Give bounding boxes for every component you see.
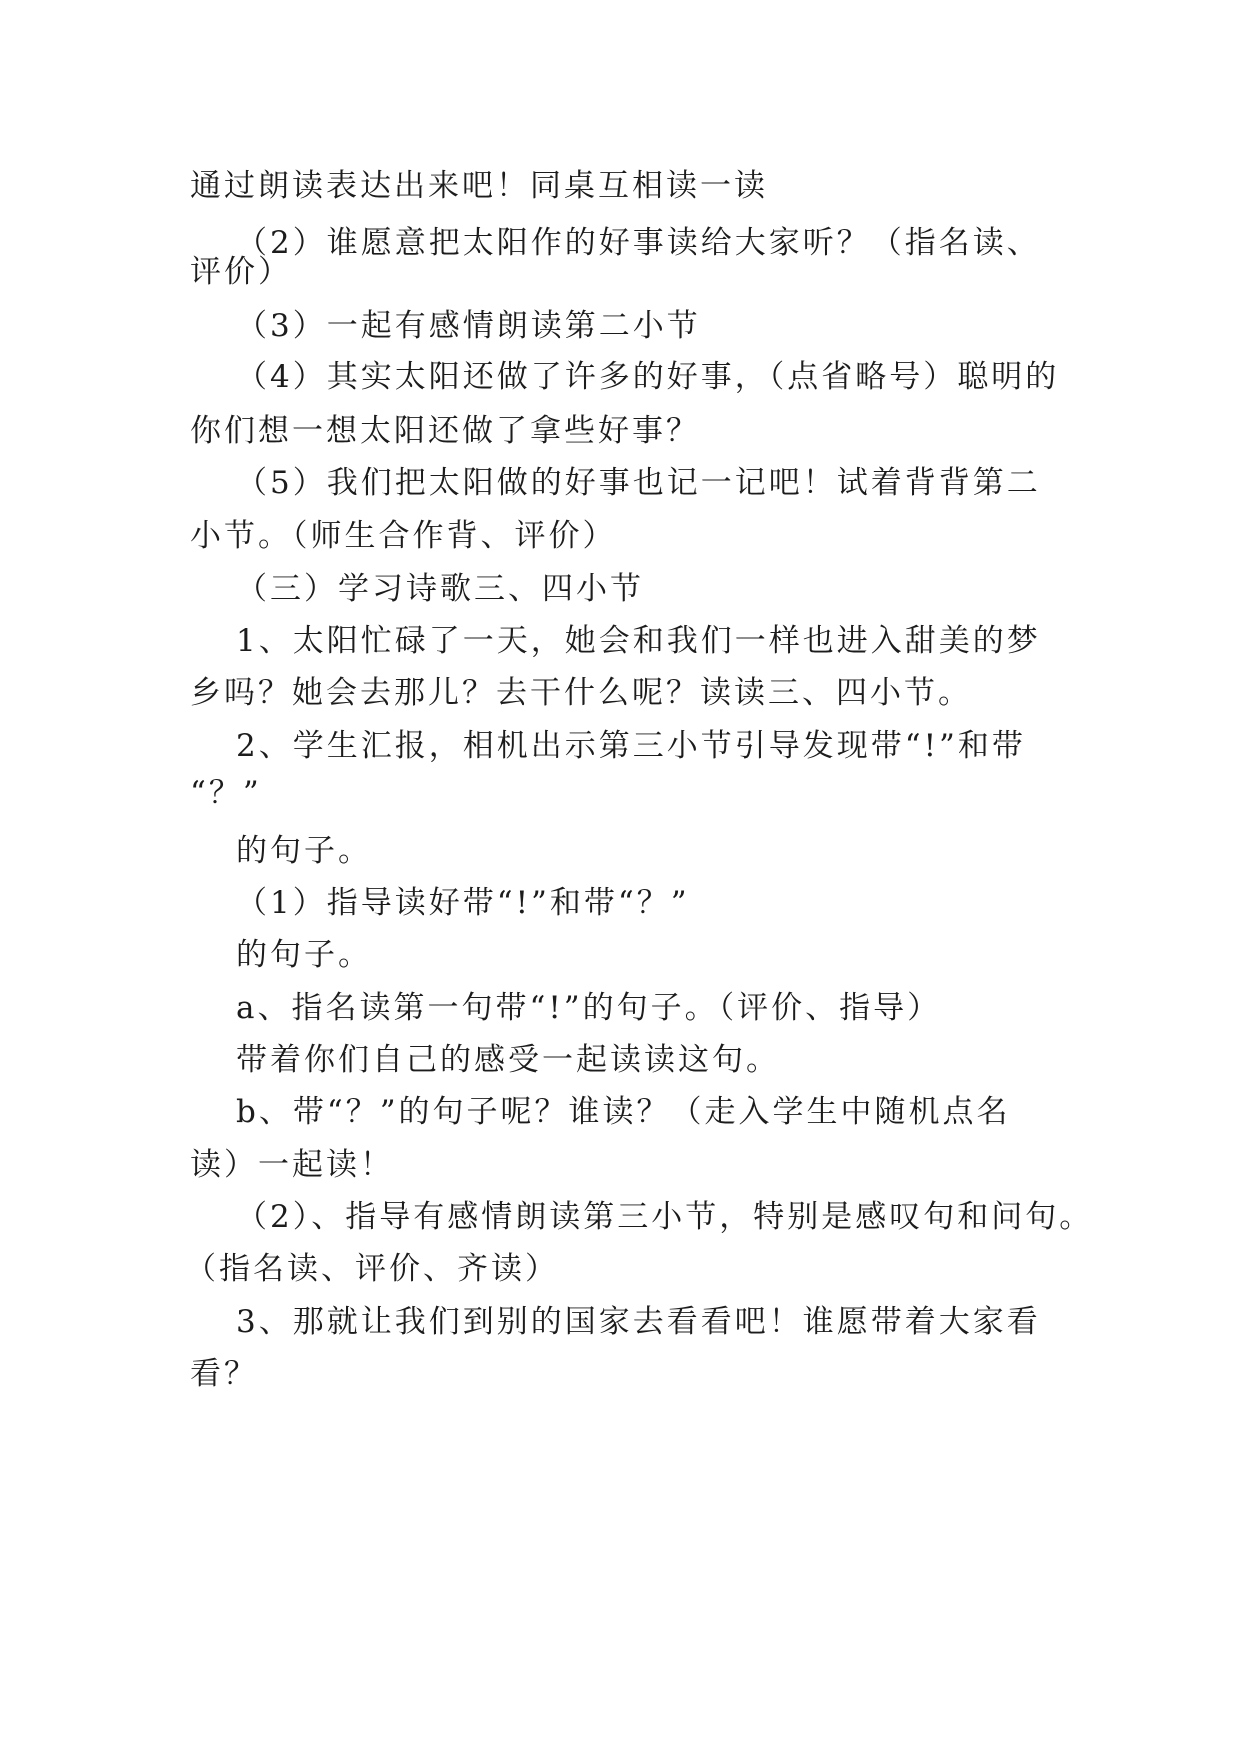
text-line: a、指名读第一句带“!”的句子。（评价、指导）: [236, 990, 942, 1026]
text-line: 带着你们自己的感受一起读读这句。: [236, 1042, 780, 1078]
text-line: 1、太阳忙碌了一天，她会和我们一样也进入甜美的梦: [236, 623, 1041, 659]
text-line: （5）我们把太阳做的好事也记一记吧！试着背背第二: [236, 465, 1041, 501]
text-line: 看？: [190, 1356, 258, 1392]
text-line: 读）一起读！: [190, 1147, 394, 1183]
text-line: 乡吗？她会去那儿？去干什么呢？读读三、四小节。: [190, 675, 972, 711]
text-line: （指名读、评价、齐读）: [185, 1251, 559, 1287]
text-line: （2）、指导有感情朗读第三小节，特别是感叹句和问句。: [236, 1199, 1094, 1235]
text-line: 3、那就让我们到别的国家去看看吧！谁愿带着大家看: [236, 1304, 1041, 1340]
text-line: 2、学生汇报，相机出示第三小节引导发现带“!”和带: [236, 728, 1026, 764]
text-line: （2）谁愿意把太阳作的好事读给大家听？（指名读、: [236, 225, 1041, 261]
text-line: “？”: [190, 775, 262, 811]
text-line: （1）指导读好带“!”和带“？”: [236, 885, 690, 921]
text-line: 通过朗读表达出来吧！同桌互相读一读: [190, 168, 768, 204]
text-line: 小节。（师生合作背、评价）: [190, 518, 617, 554]
text-line: 你们想一想太阳还做了拿些好事？: [190, 413, 700, 449]
text-line: 的句子。: [236, 833, 372, 869]
text-line: （三）学习诗歌三、四小节: [236, 571, 644, 607]
text-line: b、带“？”的句子呢？谁读？（走入学生中随机点名: [236, 1094, 1011, 1130]
text-line: 评价）: [190, 254, 292, 290]
text-line: （4）其实太阳还做了许多的好事，（点省略号）聪明的: [236, 359, 1060, 395]
text-line: （3）一起有感情朗读第二小节: [236, 308, 701, 344]
text-line: 的句子。: [236, 937, 372, 973]
